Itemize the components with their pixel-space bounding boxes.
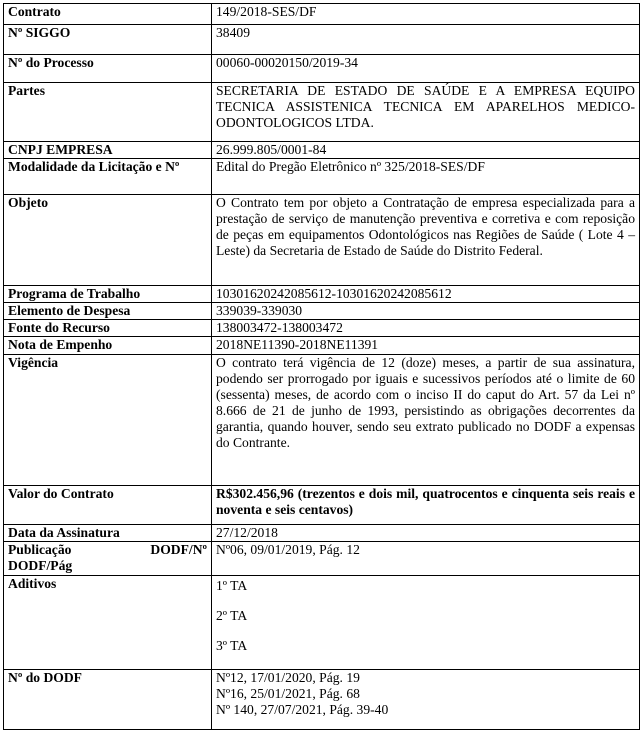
value-aditivos (212, 576, 640, 670)
label-empenho: Nota de Empenho (4, 337, 212, 355)
row-aditivos (4, 576, 640, 670)
label-publicacao-left: Publicação (8, 542, 72, 557)
label-assinatura: Data da Assinatura (4, 525, 212, 542)
row-assinatura (4, 525, 640, 542)
row-publicacao (4, 542, 640, 576)
row-vigencia (4, 355, 640, 486)
aditivo-item: 1º TA (216, 578, 248, 593)
row-modalidade (4, 159, 640, 195)
value-elemento: 339039-339030 (212, 303, 640, 320)
value-assinatura: 27/12/2018 (212, 525, 640, 542)
label-cnpj: CNPJ EMPRESA (4, 142, 212, 159)
value-programa: 10301620242085612-10301620242085612 (212, 286, 640, 303)
value-vigencia: O contrato terá vigência de 12 (doze) meses, a partir de sua assinatura, podendo ser prorrogado por iguais e sucessivos períodos até o limite de 60 (sessenta) meses, de acordo com o inciso II do caput do Art. 57 da Lei nº 8.666 de 21 de junho de 1993, persistindo as obrigações decorrentes da garantia, quando houver, sendo seu extrato publicado no DODF a expensas do Contrante. (212, 355, 640, 486)
label-partes: Partes (4, 83, 212, 142)
row-valor (4, 486, 640, 525)
value-dodf (212, 670, 640, 730)
row-contrato (4, 4, 640, 25)
label-processo: Nº do Processo (4, 55, 212, 83)
dodf-item: Nº 140, 27/07/2021, Pág. 39-40 (216, 702, 389, 717)
row-programa (4, 286, 640, 303)
value-publicacao: Nº06, 09/01/2019, Pág. 12 (212, 542, 640, 576)
row-partes (4, 83, 640, 142)
label-publicacao-line2: DODF/Pág (8, 558, 73, 573)
value-processo: 00060-00020150/2019-34 (212, 55, 640, 83)
value-contrato: 149/2018-SES/DF (212, 4, 640, 25)
label-modalidade: Modalidade da Licitação e Nº (4, 159, 212, 195)
value-partes: SECRETARIA DE ESTADO DE SAÚDE E A EMPRESA EQUIPO TECNICA ASSISTENICA TECNICA EM APARELHOS MEDICO-ODONTOLOGICOS LTDA. (212, 83, 640, 142)
value-valor: R$302.456,96 (trezentos e dois mil, quatrocentos e cinquenta seis reais e noventa e seis centavos) (212, 486, 640, 525)
value-fonte: 138003472-138003472 (212, 320, 640, 337)
row-cnpj (4, 142, 640, 159)
aditivo-item: 2º TA (216, 608, 248, 623)
row-objeto (4, 195, 640, 286)
label-dodf: Nº do DODF (4, 670, 212, 730)
row-elemento (4, 303, 640, 320)
aditivo-item: 3º TA (216, 638, 248, 653)
label-vigencia: Vigência (4, 355, 212, 486)
row-empenho (4, 337, 640, 355)
label-programa: Programa de Trabalho (4, 286, 212, 303)
label-siggo: Nº SIGGO (4, 25, 212, 55)
value-objeto: O Contrato tem por objeto a Contratação de empresa especializada para a prestação de serviço de manutenção preventiva e corretiva e com reposição de peças em equipamentos Odontológicos nas Regiões de Saúde ( Lote 4 – Leste) da Secretaria de Estado de Saúde do Distrito Federal. (212, 195, 640, 286)
value-siggo: 38409 (212, 25, 640, 55)
label-objeto: Objeto (4, 195, 212, 286)
value-modalidade: Edital do Pregão Eletrônico nº 325/2018-SES/DF (212, 159, 640, 195)
row-siggo (4, 25, 640, 55)
label-elemento: Elemento de Despesa (4, 303, 212, 320)
value-cnpj: 26.999.805/0001-84 (212, 142, 640, 159)
value-empenho: 2018NE11390-2018NE11391 (212, 337, 640, 355)
contract-extract-table (3, 3, 640, 730)
label-publicacao-right: DODF/Nº (150, 542, 207, 557)
row-fonte (4, 320, 640, 337)
dodf-item: Nº12, 17/01/2020, Pág. 19 (216, 670, 360, 685)
label-aditivos: Aditivos (4, 576, 212, 670)
row-dodf (4, 670, 640, 730)
dodf-item: Nº16, 25/01/2021, Pág. 68 (216, 686, 360, 701)
label-publicacao (4, 542, 212, 576)
label-valor: Valor do Contrato (4, 486, 212, 525)
row-processo (4, 55, 640, 83)
label-contrato: Contrato (4, 4, 212, 25)
label-fonte: Fonte do Recurso (4, 320, 212, 337)
